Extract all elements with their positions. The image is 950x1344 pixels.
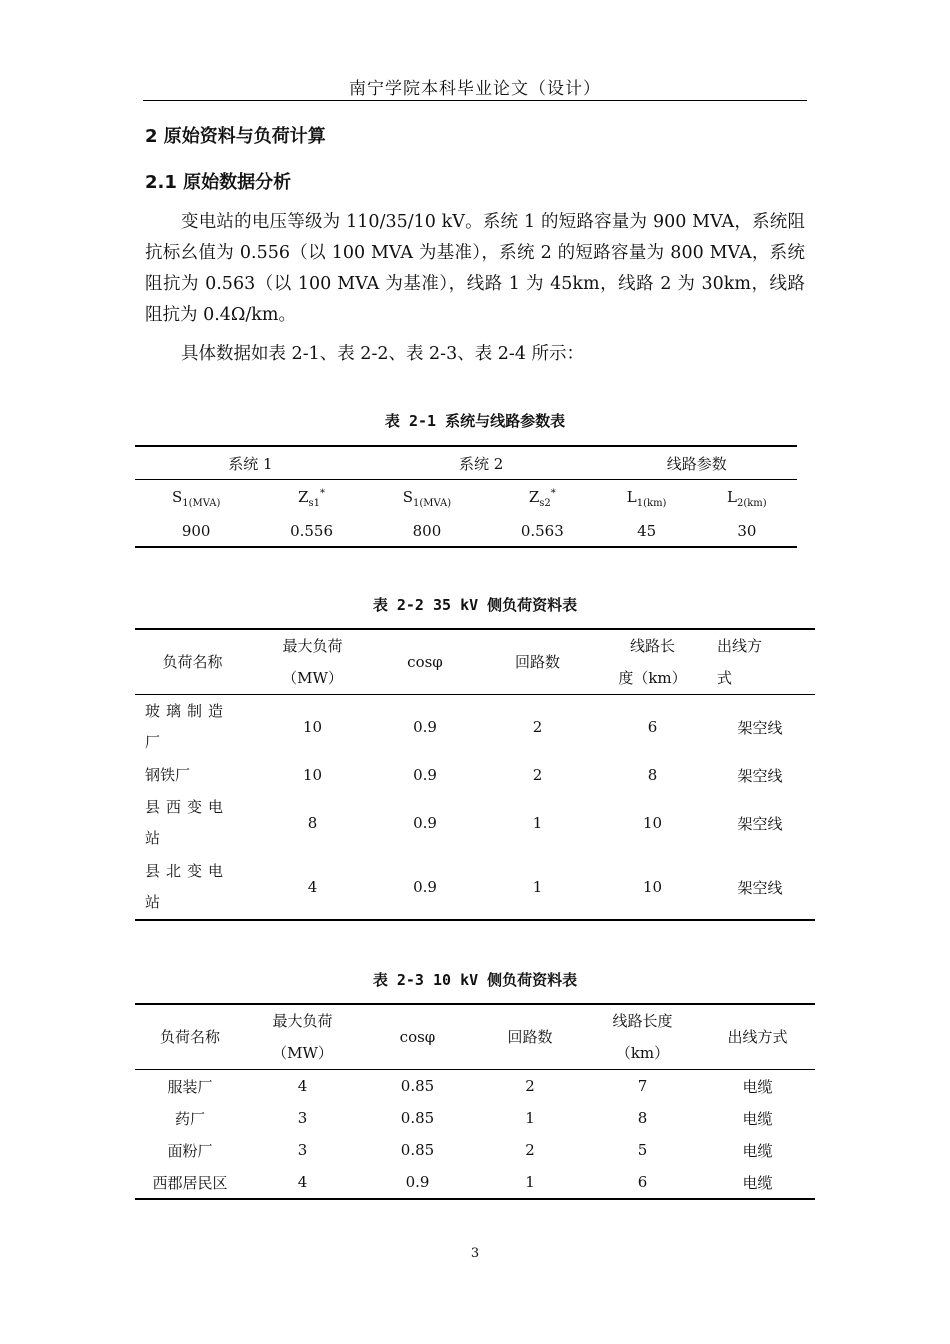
running-header: 南宁学院本科毕业论文（设计）: [349, 79, 601, 99]
header-mode: 出线方 式: [705, 629, 815, 695]
load-name: 钢铁厂: [145, 765, 191, 784]
load-name: 县西变电 站: [145, 798, 230, 847]
load-name: 药厂: [174, 1109, 205, 1128]
symbol-cell: $L_{2(km)}$: [727, 487, 767, 509]
table-cell: 电缆: [742, 1141, 773, 1160]
table-cell: 0.9: [413, 766, 437, 784]
table-cell: 0.9: [405, 1173, 430, 1191]
header-mode: 出线方式: [700, 1004, 815, 1070]
table-row: [135, 791, 815, 855]
table-cell: 3: [297, 1109, 308, 1127]
header-maxload: 最大负荷 （MW）: [245, 1004, 360, 1070]
table-cell: 10: [642, 878, 663, 896]
group-header: 系统 2: [366, 446, 597, 480]
table-cell: 800: [412, 522, 442, 540]
table-cell: 0.563: [520, 522, 564, 540]
table-cell: 0.85: [400, 1109, 435, 1127]
table-row: [135, 1070, 815, 1103]
table-cell: 1: [525, 1173, 535, 1191]
table-symbol-row: [135, 480, 797, 517]
table-row: [135, 759, 815, 791]
header-cos: cosφ: [375, 629, 475, 695]
body-paragraph-1: 变电站的电压等级为 110/35/10 kV。系统 1 的短路容量为 900 MVA，系统阻抗标幺值为 0.556（以 100 MVA 为基准），系统 2 的短路容量为 800 MVA，系统阻抗为 0.563（以 100 MVA 为基准），线路 1 为 45km，线路 2 为 30km，线路阻抗为 0.4Ω/km。: [145, 212, 805, 325]
load-name: 玻璃制造 厂: [145, 702, 230, 751]
table-cell: 45: [637, 522, 657, 540]
table-cell: 30: [737, 522, 757, 540]
section-heading: 2 原始资料与负荷计算: [145, 126, 326, 147]
header-maxload: 最大负荷 （MW）: [250, 629, 375, 695]
table-header-row: [135, 629, 815, 695]
table-cell: 0.9: [413, 814, 437, 832]
load-name: 西郡居民区: [152, 1173, 228, 1192]
table-cell: 4: [297, 1077, 308, 1095]
header-length: 线路长 度（km）: [600, 629, 705, 695]
table-cell: 0.85: [400, 1141, 435, 1159]
table-2-3-caption: 表 2-3 10 kV 侧负荷资料表: [372, 971, 578, 989]
table-cell: 0.9: [413, 718, 437, 736]
table-cell: 2: [532, 718, 543, 736]
table-cell: 架空线: [737, 718, 783, 737]
table-2-1: [135, 445, 797, 548]
table-cell: 架空线: [737, 766, 783, 785]
table-cell: 2: [525, 1141, 535, 1159]
table-cell: 1: [525, 1109, 535, 1127]
table-cell: 架空线: [737, 878, 783, 897]
symbol-cell: $Z_{s2}^*$: [528, 487, 556, 509]
table-row: [135, 516, 797, 547]
table-cell: 0.9: [413, 878, 437, 896]
table-cell: 电缆: [742, 1077, 773, 1096]
table-cell: 0.556: [290, 522, 334, 540]
page-number: 3: [470, 1246, 480, 1261]
table-row: [135, 1166, 815, 1199]
symbol-cell: $S_{1(MVA)}$: [171, 487, 221, 509]
table-header-row: [135, 1004, 815, 1070]
load-name: 县北变电 站: [145, 862, 230, 911]
table-cell: 8: [637, 1109, 648, 1127]
table-row: [135, 1102, 815, 1134]
table-cell: 6: [637, 1173, 648, 1191]
table-row: [135, 695, 815, 760]
table-cell: 4: [307, 878, 318, 896]
table-2-3: [135, 1003, 815, 1200]
table-cell: 900: [181, 522, 211, 540]
table-cell: 6: [647, 718, 658, 736]
table-cell: 10: [302, 766, 323, 784]
table-cell: 0.85: [400, 1077, 435, 1095]
table-cell: 1: [532, 814, 543, 832]
header-rule: [143, 100, 807, 101]
table-cell: 8: [307, 814, 318, 832]
table-cell: 电缆: [742, 1109, 773, 1128]
symbol-cell: $S_{1(MVA)}$: [402, 487, 452, 509]
table-cell: 2: [532, 766, 543, 784]
header-length: 线路长度 （km）: [585, 1004, 700, 1070]
symbol-cell: $L_{1(km)}$: [626, 487, 667, 509]
table-cell: 7: [637, 1077, 648, 1095]
header-circuits: 回路数: [475, 629, 600, 695]
symbol-cell: $Z_{s1}^*$: [298, 487, 326, 509]
group-header: 系统 1: [135, 446, 366, 480]
table-row: [135, 1134, 815, 1166]
table-cell: 3: [297, 1141, 308, 1159]
table-2-1-caption: 表 2-1 系统与线路参数表: [384, 412, 566, 430]
table-2-2-caption: 表 2-2 35 kV 侧负荷资料表: [372, 596, 578, 614]
header-circuits: 回路数: [475, 1004, 585, 1070]
table-cell: 4: [297, 1173, 308, 1191]
table-cell: 2: [525, 1077, 535, 1095]
subsection-heading: 2.1 原始数据分析: [145, 172, 292, 193]
table-cell: 10: [642, 814, 663, 832]
table-cell: 1: [532, 878, 543, 896]
table-group-header-row: [135, 446, 797, 480]
body-paragraph-2: 具体数据如表 2-1、表 2-2、表 2-3、表 2-4 所示：: [181, 344, 585, 364]
table-2-2: [135, 628, 815, 921]
table-cell: 10: [302, 718, 323, 736]
header-cos: cosφ: [360, 1004, 475, 1070]
table-row: [135, 855, 815, 920]
table-cell: 架空线: [737, 814, 783, 833]
table-cell: 8: [647, 766, 658, 784]
group-header: 线路参数: [597, 446, 797, 480]
load-name: 面粉厂: [167, 1141, 213, 1160]
header-name: 负荷名称: [135, 1004, 245, 1070]
table-cell: 5: [637, 1141, 648, 1159]
header-name: 负荷名称: [135, 629, 250, 695]
load-name: 服装厂: [167, 1077, 213, 1096]
table-cell: 电缆: [742, 1173, 773, 1192]
